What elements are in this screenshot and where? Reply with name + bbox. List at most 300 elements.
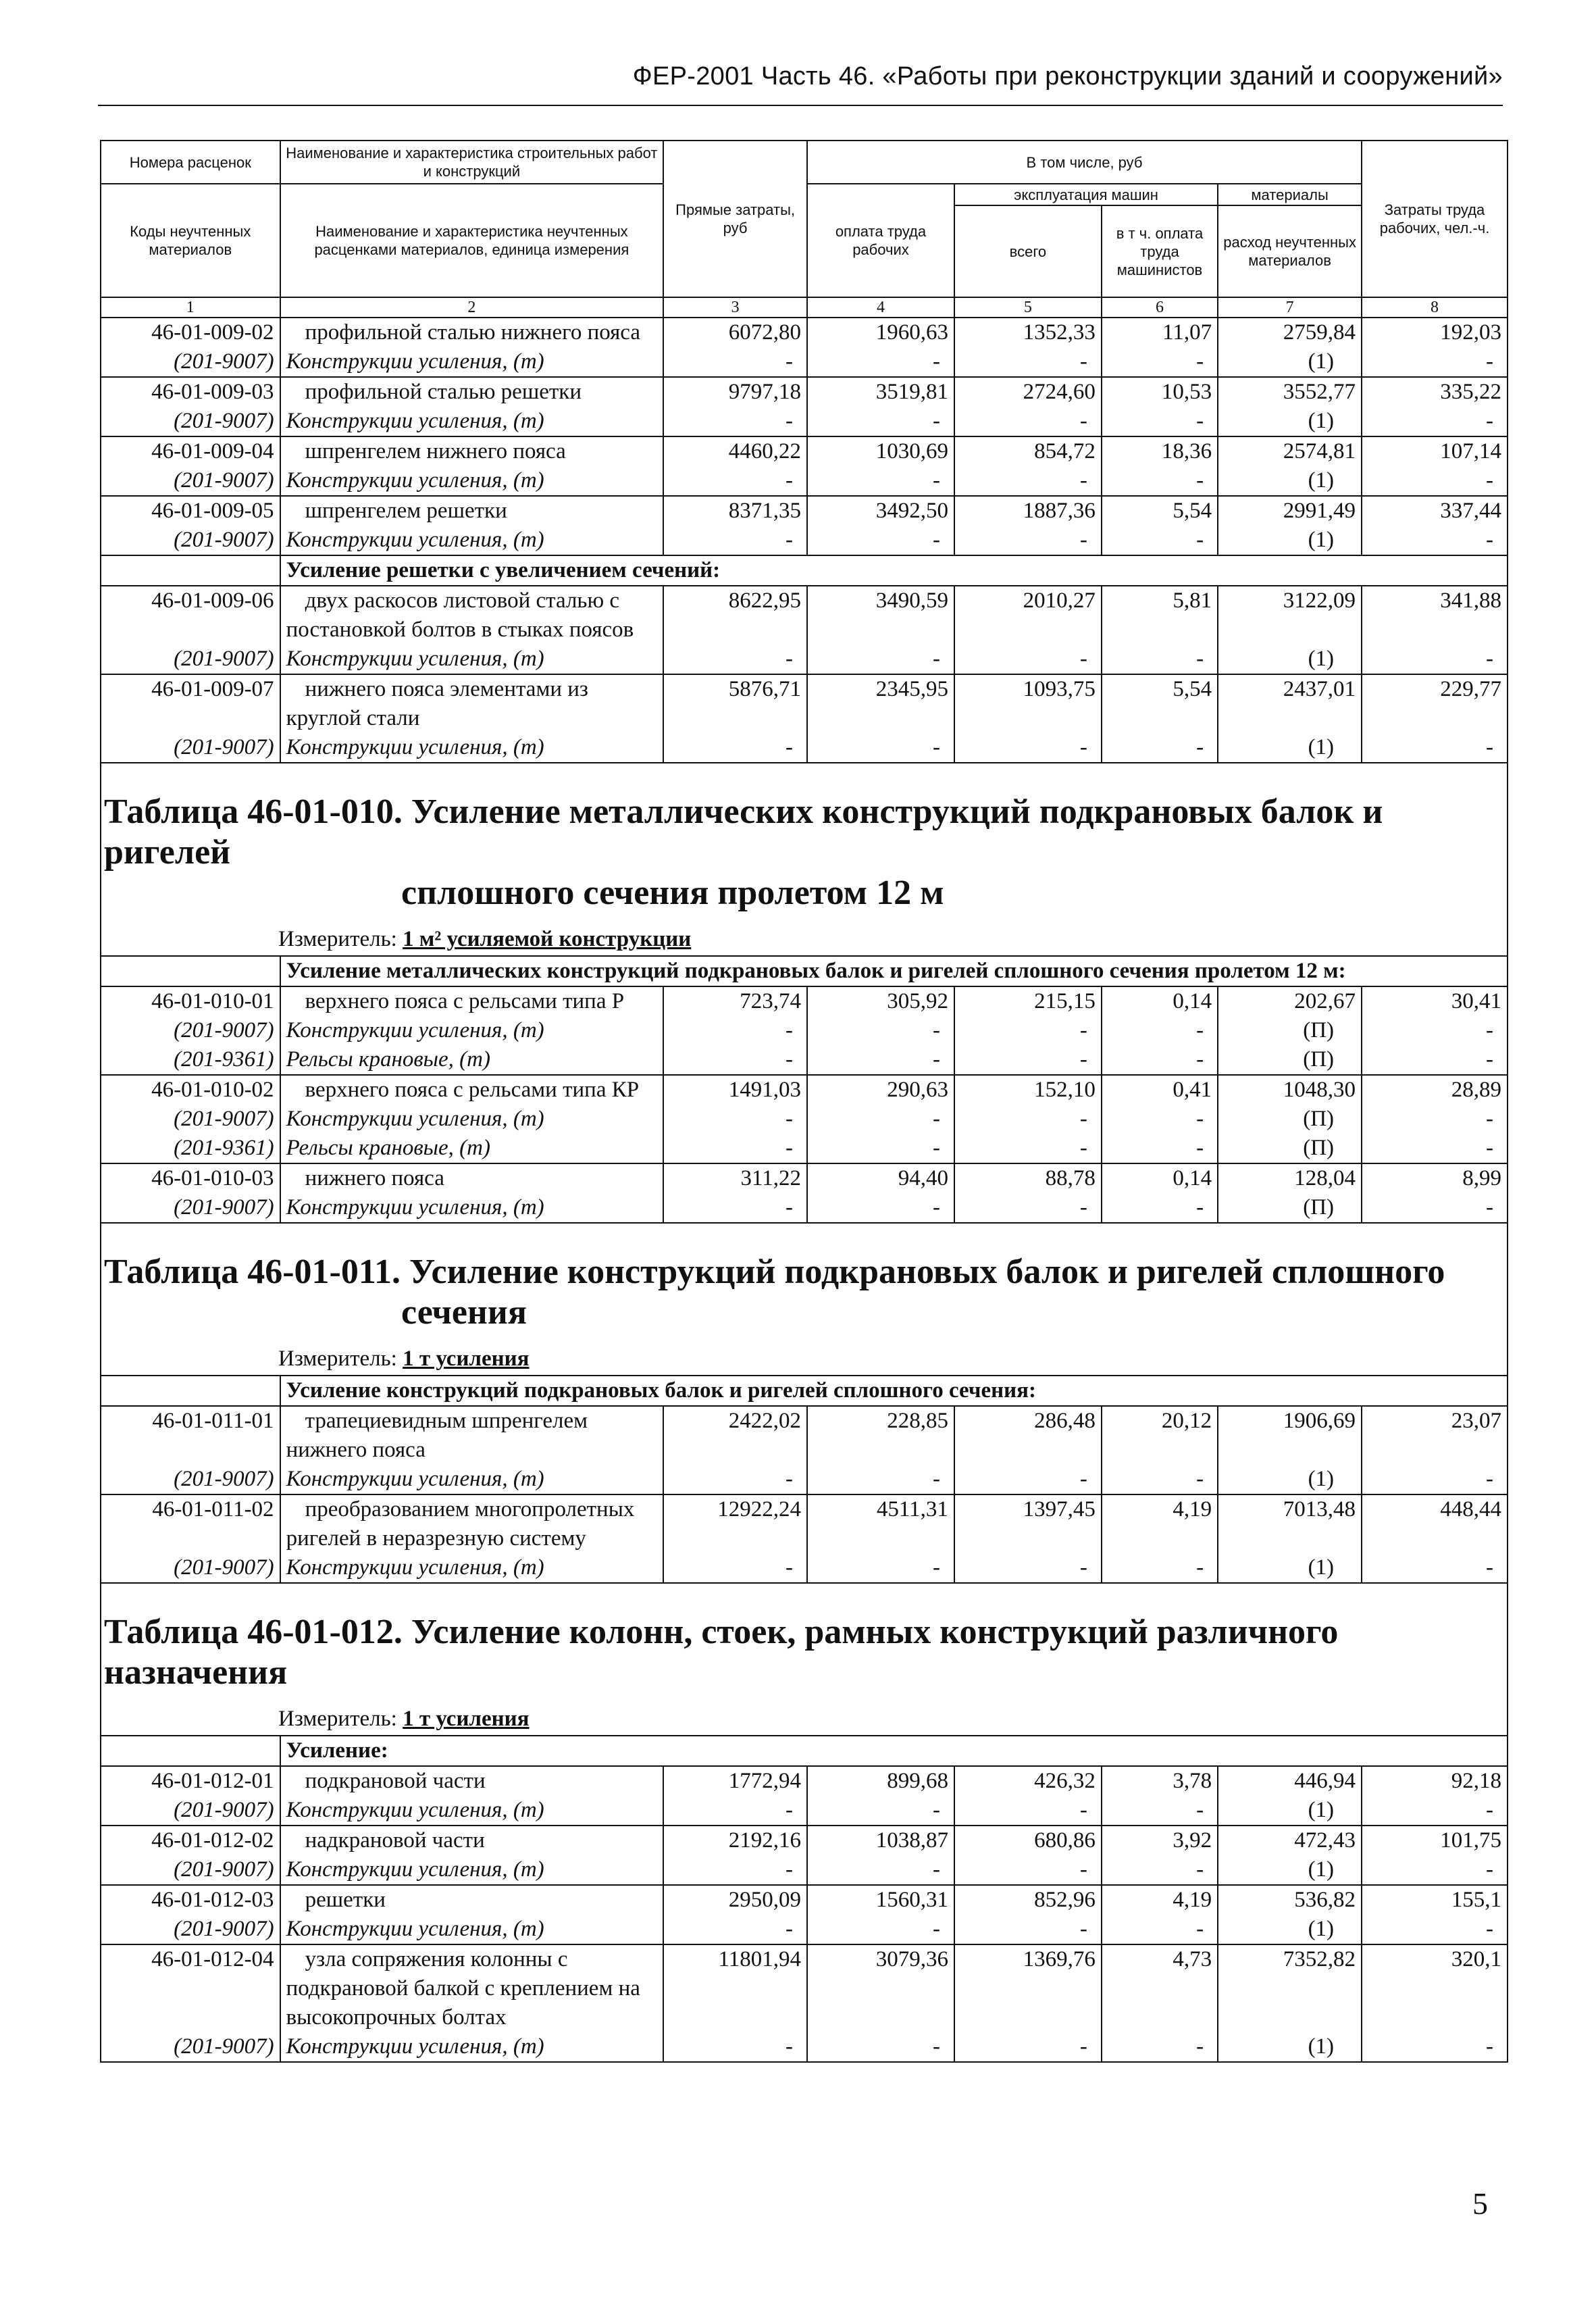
section-heading: Усиление: [280, 1736, 1508, 1766]
machines-cell: 680,86 [954, 1826, 1102, 1855]
machinists-cell: 4,19 [1102, 1885, 1218, 1915]
direct-cost-cell: - [663, 2032, 807, 2062]
material-row [101, 1465, 1508, 1494]
direct-cost-cell: - [663, 1465, 807, 1494]
rate-code: 46-01-009-06 [101, 586, 280, 645]
material-row [101, 1855, 1508, 1885]
machines-cell: 2010,27 [954, 586, 1102, 645]
work-name: преобразованием многопролетных ригелей в неразрезную систему [280, 1494, 664, 1553]
table-title-line: Таблица 46-01-010. Усиление металлических конструкций подкрановых балок и ригелей [104, 793, 1383, 872]
labor-pay-cell: 228,85 [807, 1406, 954, 1465]
direct-cost-cell: - [663, 1855, 807, 1885]
labor-pay-cell: 1030,69 [807, 436, 954, 466]
machinists-cell: 11,07 [1102, 318, 1218, 347]
column-numbers-row [101, 297, 1508, 318]
rate-code: 46-01-012-02 [101, 1826, 280, 1855]
material-name: Конструкции усиления, (т) [280, 2032, 664, 2062]
col-code-header: Номера расценок [101, 141, 280, 184]
materials-cell: (1) [1218, 1465, 1362, 1494]
table-title-row [101, 763, 1508, 956]
materials-cell: (1) [1218, 1915, 1362, 1944]
rate-code: 46-01-009-04 [101, 436, 280, 466]
col-number: 8 [1362, 297, 1508, 318]
measure-label: Измеритель: [278, 927, 397, 951]
running-header: ФЕР-2001 Часть 46. «Работы при реконструкции зданий и сооружений» [632, 62, 1503, 91]
work-name: решетки [280, 1885, 664, 1915]
machinists-cell: 18,36 [1102, 436, 1218, 466]
labor-cost-cell: - [1362, 466, 1508, 496]
machines-cell: - [954, 526, 1102, 555]
direct-cost-cell: - [663, 1193, 807, 1223]
measure-value: 1 м² усиляемой конструкции [403, 927, 692, 951]
material-name: Конструкции усиления, (т) [280, 466, 664, 496]
material-row [101, 1553, 1508, 1583]
material-name: Конструкции усиления, (т) [280, 1855, 664, 1885]
labor-pay-cell: - [807, 2032, 954, 2062]
measure-value: 1 т усиления [403, 1707, 530, 1731]
machinists-cell: 3,92 [1102, 1826, 1218, 1855]
machines-cell: - [954, 1855, 1102, 1885]
material-code: (201-9007) [101, 645, 280, 674]
labor-cost-cell: - [1362, 1796, 1508, 1826]
material-code: (201-9361) [101, 1045, 280, 1075]
section-spacer [101, 555, 280, 586]
machines-cell: - [954, 407, 1102, 436]
labor-pay-cell: 305,92 [807, 986, 954, 1016]
material-code: (201-9007) [101, 526, 280, 555]
rate-row [101, 496, 1508, 526]
machinists-cell: - [1102, 466, 1218, 496]
work-name: нижнего пояса элементами из круглой стали [280, 674, 664, 733]
labor-cost-cell: 341,88 [1362, 586, 1508, 645]
table-title-line: Таблица 46-01-011. Усиление конструкций подкрановых балок и ригелей сплошного [104, 1253, 1445, 1291]
labor-cost-cell: 92,18 [1362, 1766, 1508, 1796]
machines-cell: - [954, 1553, 1102, 1583]
machines-cell: - [954, 347, 1102, 377]
material-row [101, 1134, 1508, 1163]
materials-cell: (1) [1218, 1855, 1362, 1885]
material-row [101, 733, 1508, 763]
labor-pay-cell: - [807, 1134, 954, 1163]
rate-code: 46-01-010-01 [101, 986, 280, 1016]
material-code: (201-9007) [101, 347, 280, 377]
table-body [101, 318, 1508, 2062]
machines-cell: 286,48 [954, 1406, 1102, 1465]
materials-cell: 2759,84 [1218, 318, 1362, 347]
machinists-cell: 5,54 [1102, 674, 1218, 733]
section-heading-row [101, 1736, 1508, 1766]
labor-cost-cell: 107,14 [1362, 436, 1508, 466]
rate-row [101, 1406, 1508, 1465]
machines-cell: - [954, 1193, 1102, 1223]
materials-cell: 472,43 [1218, 1826, 1362, 1855]
section-heading-row [101, 555, 1508, 586]
materials-cell: (П) [1218, 1016, 1362, 1045]
labor-cost-cell: 337,44 [1362, 496, 1508, 526]
machinists-cell: - [1102, 1465, 1218, 1494]
col-name-subheader: Наименование и характеристика неучтенных расценками материалов, единица измерения [280, 184, 664, 297]
direct-cost-cell: 8622,95 [663, 586, 807, 645]
machines-cell: 1887,36 [954, 496, 1102, 526]
direct-cost-cell: - [663, 1915, 807, 1944]
material-name: Конструкции усиления, (т) [280, 645, 664, 674]
direct-cost-cell: 2950,09 [663, 1885, 807, 1915]
col-including-header: В том числе, руб [807, 141, 1362, 184]
machines-cell: - [954, 1915, 1102, 1944]
machines-cell: - [954, 1105, 1102, 1134]
materials-cell: 128,04 [1218, 1163, 1362, 1193]
materials-cell: (1) [1218, 407, 1362, 436]
rate-code: 46-01-012-03 [101, 1885, 280, 1915]
machines-cell: - [954, 1016, 1102, 1045]
labor-pay-cell: - [807, 645, 954, 674]
machines-cell: - [954, 1134, 1102, 1163]
direct-cost-cell: - [663, 1105, 807, 1134]
machinists-cell: - [1102, 1016, 1218, 1045]
direct-cost-cell: 2422,02 [663, 1406, 807, 1465]
machinists-cell: 20,12 [1102, 1406, 1218, 1465]
machines-cell: 852,96 [954, 1885, 1102, 1915]
material-name: Конструкции усиления, (т) [280, 1465, 664, 1494]
labor-pay-cell: 3519,81 [807, 377, 954, 407]
rates-table [100, 140, 1508, 2063]
rate-row [101, 1494, 1508, 1553]
labor-pay-cell: 3492,50 [807, 496, 954, 526]
machines-cell: - [954, 1796, 1102, 1826]
rate-row [101, 318, 1508, 347]
materials-cell: (1) [1218, 645, 1362, 674]
material-name: Конструкции усиления, (т) [280, 407, 664, 436]
col-number: 1 [101, 297, 280, 318]
material-row [101, 1796, 1508, 1826]
materials-cell: 1048,30 [1218, 1075, 1362, 1105]
labor-pay-cell: 2345,95 [807, 674, 954, 733]
labor-pay-cell: 4511,31 [807, 1494, 954, 1553]
labor-pay-cell: 899,68 [807, 1766, 954, 1796]
material-row [101, 1045, 1508, 1075]
machinists-cell: - [1102, 1134, 1218, 1163]
labor-pay-cell: - [807, 1915, 954, 1944]
machinists-cell: - [1102, 347, 1218, 377]
labor-pay-cell: 3490,59 [807, 586, 954, 645]
section-heading: Усиление решетки с увеличением сечений: [280, 555, 1508, 586]
material-name: Конструкции усиления, (т) [280, 1915, 664, 1944]
direct-cost-cell: 11801,94 [663, 1944, 807, 2032]
machines-cell: - [954, 1465, 1102, 1494]
table-title [101, 763, 1507, 913]
col-machines-header: эксплуатация машин [954, 184, 1218, 205]
labor-cost-cell: 155,1 [1362, 1885, 1508, 1915]
direct-cost-cell: 1772,94 [663, 1766, 807, 1796]
rate-code: 46-01-009-02 [101, 318, 280, 347]
labor-pay-cell: 1560,31 [807, 1885, 954, 1915]
labor-cost-cell: - [1362, 1134, 1508, 1163]
direct-cost-cell: - [663, 1045, 807, 1075]
work-name: трапециевидным шпренгелем нижнего пояса [280, 1406, 664, 1465]
labor-cost-cell: - [1362, 526, 1508, 555]
material-code: (201-9007) [101, 1465, 280, 1494]
materials-cell: (1) [1218, 733, 1362, 763]
materials-cell: 1906,69 [1218, 1406, 1362, 1465]
machinists-cell: 4,73 [1102, 1944, 1218, 2032]
material-name: Конструкции усиления, (т) [280, 1105, 664, 1134]
table-title-cell [101, 1583, 1508, 1736]
machinists-cell: - [1102, 407, 1218, 436]
work-name: шпренгелем нижнего пояса [280, 436, 664, 466]
machinists-cell: - [1102, 1105, 1218, 1134]
materials-cell: (1) [1218, 2032, 1362, 2062]
machinists-cell: 0,14 [1102, 1163, 1218, 1193]
material-name: Конструкции усиления, (т) [280, 1796, 664, 1826]
col-materials-header: материалы [1218, 184, 1362, 205]
rate-row [101, 377, 1508, 407]
direct-cost-cell: 1491,03 [663, 1075, 807, 1105]
section-heading: Усиление металлических конструкций подкрановых балок и ригелей сплошного сечения пролетом 12 м: [280, 956, 1508, 986]
material-name: Конструкции усиления, (т) [280, 733, 664, 763]
machines-cell: 2724,60 [954, 377, 1102, 407]
labor-pay-cell: 3079,36 [807, 1944, 954, 2032]
table-title [101, 1584, 1507, 1693]
labor-cost-cell: 448,44 [1362, 1494, 1508, 1553]
direct-cost-cell: 12922,24 [663, 1494, 807, 1553]
rate-code: 46-01-012-01 [101, 1766, 280, 1796]
rate-code: 46-01-010-03 [101, 1163, 280, 1193]
machines-cell: 152,10 [954, 1075, 1102, 1105]
labor-cost-cell: - [1362, 733, 1508, 763]
labor-pay-cell: - [807, 1465, 954, 1494]
labor-pay-cell: 1960,63 [807, 318, 954, 347]
material-row [101, 466, 1508, 496]
materials-cell: 2437,01 [1218, 674, 1362, 733]
labor-pay-cell: - [807, 347, 954, 377]
machines-cell: 215,15 [954, 986, 1102, 1016]
work-name: верхнего пояса с рельсами типа Р [280, 986, 664, 1016]
work-name: двух раскосов листовой сталью с постановкой болтов в стыках поясов [280, 586, 664, 645]
col-machinists-header: в т ч. оплата труда машинистов [1102, 205, 1218, 297]
rate-code: 46-01-011-01 [101, 1406, 280, 1465]
col-number: 7 [1218, 297, 1362, 318]
machines-cell: 1369,76 [954, 1944, 1102, 2032]
labor-cost-cell: - [1362, 1045, 1508, 1075]
table-title-row [101, 1223, 1508, 1376]
labor-cost-cell: - [1362, 1465, 1508, 1494]
rate-row [101, 986, 1508, 1016]
rate-row [101, 1163, 1508, 1193]
col-number: 2 [280, 297, 664, 318]
table-title-line: Таблица 46-01-012. Усиление колонн, стоек, рамных конструкций различного назначения [104, 1613, 1339, 1692]
machinists-cell: - [1102, 2032, 1218, 2062]
direct-cost-cell: - [663, 347, 807, 377]
labor-cost-cell: 192,03 [1362, 318, 1508, 347]
measure-label: Измеритель: [278, 1347, 397, 1371]
col-number: 5 [954, 297, 1102, 318]
materials-cell: (1) [1218, 466, 1362, 496]
material-code: (201-9007) [101, 733, 280, 763]
material-code: (201-9007) [101, 466, 280, 496]
rate-code: 46-01-011-02 [101, 1494, 280, 1553]
labor-cost-cell: 30,41 [1362, 986, 1508, 1016]
machinists-cell: 10,53 [1102, 377, 1218, 407]
section-heading: Усиление конструкций подкрановых балок и ригелей сплошного сечения: [280, 1376, 1508, 1406]
work-name: верхнего пояса с рельсами типа КР [280, 1075, 664, 1105]
machinists-cell: 3,78 [1102, 1766, 1218, 1796]
col-number: 6 [1102, 297, 1218, 318]
material-row [101, 407, 1508, 436]
col-labor-header: Затраты труда рабочих, чел.-ч. [1362, 141, 1508, 297]
machinists-cell: - [1102, 1796, 1218, 1826]
col-unaccounted-header: расход неучтенных материалов [1218, 205, 1362, 297]
machinists-cell: - [1102, 1855, 1218, 1885]
machinists-cell: - [1102, 1915, 1218, 1944]
section-heading-row [101, 1376, 1508, 1406]
material-name: Конструкции усиления, (т) [280, 347, 664, 377]
materials-cell: (1) [1218, 347, 1362, 377]
direct-cost-cell: - [663, 733, 807, 763]
labor-cost-cell: - [1362, 347, 1508, 377]
machines-cell: - [954, 733, 1102, 763]
labor-cost-cell: - [1362, 407, 1508, 436]
machines-cell: 1397,45 [954, 1494, 1102, 1553]
labor-cost-cell: - [1362, 1193, 1508, 1223]
material-code: (201-9007) [101, 1915, 280, 1944]
machinists-cell: - [1102, 1193, 1218, 1223]
material-row [101, 526, 1508, 555]
direct-cost-cell: 4460,22 [663, 436, 807, 466]
materials-cell: 202,67 [1218, 986, 1362, 1016]
materials-cell: (П) [1218, 1193, 1362, 1223]
machinists-cell: 5,54 [1102, 496, 1218, 526]
labor-pay-cell: 290,63 [807, 1075, 954, 1105]
material-code: (201-9007) [101, 1193, 280, 1223]
labor-cost-cell: - [1362, 1915, 1508, 1944]
labor-cost-cell: 335,22 [1362, 377, 1508, 407]
machinists-cell: - [1102, 1553, 1218, 1583]
material-name: Рельсы крановые, (т) [280, 1134, 664, 1163]
direct-cost-cell: 8371,35 [663, 496, 807, 526]
col-number: 3 [663, 297, 807, 318]
labor-pay-cell: - [807, 1193, 954, 1223]
rate-code: 46-01-009-03 [101, 377, 280, 407]
material-row [101, 1193, 1508, 1223]
labor-pay-cell: - [807, 407, 954, 436]
machinists-cell: 5,81 [1102, 586, 1218, 645]
labor-cost-cell: 23,07 [1362, 1406, 1508, 1465]
materials-cell: 2991,49 [1218, 496, 1362, 526]
direct-cost-cell: - [663, 1134, 807, 1163]
rate-row [101, 674, 1508, 733]
col-name-header: Наименование и характеристика строительных работ и конструкций [280, 141, 664, 184]
direct-cost-cell: - [663, 466, 807, 496]
materials-cell: (1) [1218, 526, 1362, 555]
material-code: (201-9007) [101, 407, 280, 436]
table-title-cell [101, 1223, 1508, 1376]
machines-cell: - [954, 1045, 1102, 1075]
work-name: узла сопряжения колонны с подкрановой балкой с креплением на высокопрочных болтах [280, 1944, 664, 2032]
machines-cell: 1352,33 [954, 318, 1102, 347]
material-name: Рельсы крановые, (т) [280, 1045, 664, 1075]
labor-pay-cell: - [807, 733, 954, 763]
rate-row [101, 1766, 1508, 1796]
material-row [101, 2032, 1508, 2062]
labor-cost-cell: - [1362, 1855, 1508, 1885]
col-direct-header: Прямые затраты, руб [663, 141, 807, 297]
material-row [101, 1105, 1508, 1134]
section-spacer [101, 1376, 280, 1406]
labor-pay-cell: - [807, 526, 954, 555]
labor-pay-cell: - [807, 1855, 954, 1885]
material-name: Конструкции усиления, (т) [280, 1553, 664, 1583]
labor-cost-cell: - [1362, 2032, 1508, 2062]
work-name: подкрановой части [280, 1766, 664, 1796]
rate-row [101, 586, 1508, 645]
rate-code: 46-01-009-07 [101, 674, 280, 733]
direct-cost-cell: 311,22 [663, 1163, 807, 1193]
labor-cost-cell: - [1362, 1016, 1508, 1045]
rate-code: 46-01-012-04 [101, 1944, 280, 2032]
rate-row [101, 1885, 1508, 1915]
labor-cost-cell: - [1362, 1553, 1508, 1583]
measure-line [101, 1333, 1507, 1375]
labor-pay-cell: - [807, 1796, 954, 1826]
labor-cost-cell: - [1362, 1105, 1508, 1134]
col-machines-total-header: всего [954, 205, 1102, 297]
rate-row [101, 436, 1508, 466]
material-name: Конструкции усиления, (т) [280, 1193, 664, 1223]
material-row [101, 1915, 1508, 1944]
material-code: (201-9007) [101, 1105, 280, 1134]
materials-cell: 2574,81 [1218, 436, 1362, 466]
materials-cell: 7352,82 [1218, 1944, 1362, 2032]
table-title [101, 1224, 1507, 1333]
machinists-cell: 0,14 [1102, 986, 1218, 1016]
machinists-cell: - [1102, 645, 1218, 674]
work-name: нижнего пояса [280, 1163, 664, 1193]
machinists-cell: 4,19 [1102, 1494, 1218, 1553]
work-name: шпренгелем решетки [280, 496, 664, 526]
machines-cell: - [954, 2032, 1102, 2062]
direct-cost-cell: 2192,16 [663, 1826, 807, 1855]
direct-cost-cell: - [663, 645, 807, 674]
col-labor-pay-header: оплата труда рабочих [807, 184, 954, 297]
machines-cell: 854,72 [954, 436, 1102, 466]
section-heading-row [101, 956, 1508, 986]
section-spacer [101, 956, 280, 986]
col-number: 4 [807, 297, 954, 318]
labor-pay-cell: - [807, 1553, 954, 1583]
labor-pay-cell: - [807, 1045, 954, 1075]
rate-code: 46-01-010-02 [101, 1075, 280, 1105]
machinists-cell: - [1102, 733, 1218, 763]
direct-cost-cell: - [663, 1796, 807, 1826]
table-title-line: сплошного сечения пролетом 12 м [401, 874, 944, 912]
machinists-cell: - [1102, 1045, 1218, 1075]
labor-cost-cell: 28,89 [1362, 1075, 1508, 1105]
machines-cell: - [954, 466, 1102, 496]
labor-pay-cell: 94,40 [807, 1163, 954, 1193]
rate-code: 46-01-009-05 [101, 496, 280, 526]
material-row [101, 347, 1508, 377]
work-name: надкрановой части [280, 1826, 664, 1855]
machinists-cell: - [1102, 526, 1218, 555]
material-row [101, 1016, 1508, 1045]
materials-cell: 536,82 [1218, 1885, 1362, 1915]
col-code-subheader: Коды неучтенных материалов [101, 184, 280, 297]
materials-cell: 446,94 [1218, 1766, 1362, 1796]
material-code: (201-9007) [101, 1796, 280, 1826]
measure-line [101, 913, 1507, 955]
materials-cell: (П) [1218, 1045, 1362, 1075]
measure-line [101, 1693, 1507, 1735]
